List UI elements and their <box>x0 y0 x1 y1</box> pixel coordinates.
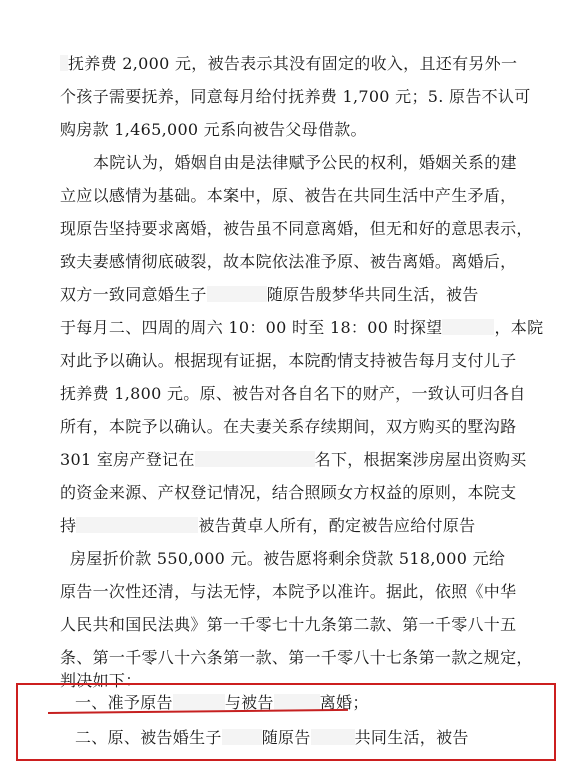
text-line: 的资金来源、产权登记情况，结合照顾女方权益的原则，本院支 <box>60 483 517 502</box>
redaction-blank <box>195 451 315 467</box>
text-line: 抚养费 2,000 元，被告表示其没有固定的收入，且还有另外一 <box>60 54 530 74</box>
text-line: 于每月二、四周的周六 10：00 时至 18：00 时探望 ，本院 <box>60 318 544 337</box>
redaction-blank <box>60 55 68 71</box>
text-line: 购房款 1,465,000 元系向被告父母借款。 <box>60 120 367 139</box>
text-line: 人民共和国民法典》第一千零七十九条第二款、第一千零八十五 <box>60 615 517 634</box>
text-line: 抚养费 1,800 元。原、被告对各自名下的财产，一致认可归各自 <box>60 384 526 403</box>
redaction-blank <box>207 286 267 302</box>
text-line: 房屋折价款 550,000 元。被告愿将剩余贷款 518,000 元给 <box>70 549 506 568</box>
text-line: 持 被告黄卓人所有，酌定被告应给付原告 <box>60 516 476 535</box>
redaction-blank <box>442 319 494 335</box>
text-line: 立应以感情为基础。本案中，原、被告在共同生活中产生矛盾， <box>60 186 517 205</box>
text-line: 现原告坚持要求离婚，被告虽不同意离婚，但无和好的意思表示， <box>60 219 533 238</box>
text-line: 对此予以确认。根据现有证据，本院酌情支持被告每月支付儿子 <box>60 351 517 370</box>
text-line: 本院认为，婚姻自由是法律赋予公民的权利，婚姻关系的建 <box>93 153 517 172</box>
judgment-item-1: 一、准予原告 与被告 离婚； <box>75 693 369 712</box>
text-line: 致夫妻感情彻底破裂，故本院依法准予原、被告离婚。离婚后， <box>60 252 517 271</box>
text-line: 原告一次性还清，与法无悖，本院予以准许。据此，依照《中华 <box>60 582 517 601</box>
text-line: 301 室房产登记在 名下，根据案涉房屋出资购买 <box>60 450 527 469</box>
redaction-blank <box>76 517 198 533</box>
text-line: 个孩子需要抚养，同意每月给付抚养费 1,700 元；5. 原告不认可 <box>60 87 531 106</box>
judgment-item-2: 二、原、被告婚生子 随原告 共同生活，被告 <box>75 728 469 747</box>
text-line: 判决如下： <box>60 671 142 690</box>
text-line: 所有，本院予以确认。在夫妻关系存续期间，双方购买的墅沟路 <box>60 417 517 436</box>
text-line: 双方一致同意婚生子 随原告殷梦华共同生活，被告 <box>60 285 479 304</box>
annotation-highlight-box <box>16 683 556 761</box>
text-line: 条、第一千零八十六条第一款、第一千零八十七条第一款之规定， <box>60 648 533 667</box>
